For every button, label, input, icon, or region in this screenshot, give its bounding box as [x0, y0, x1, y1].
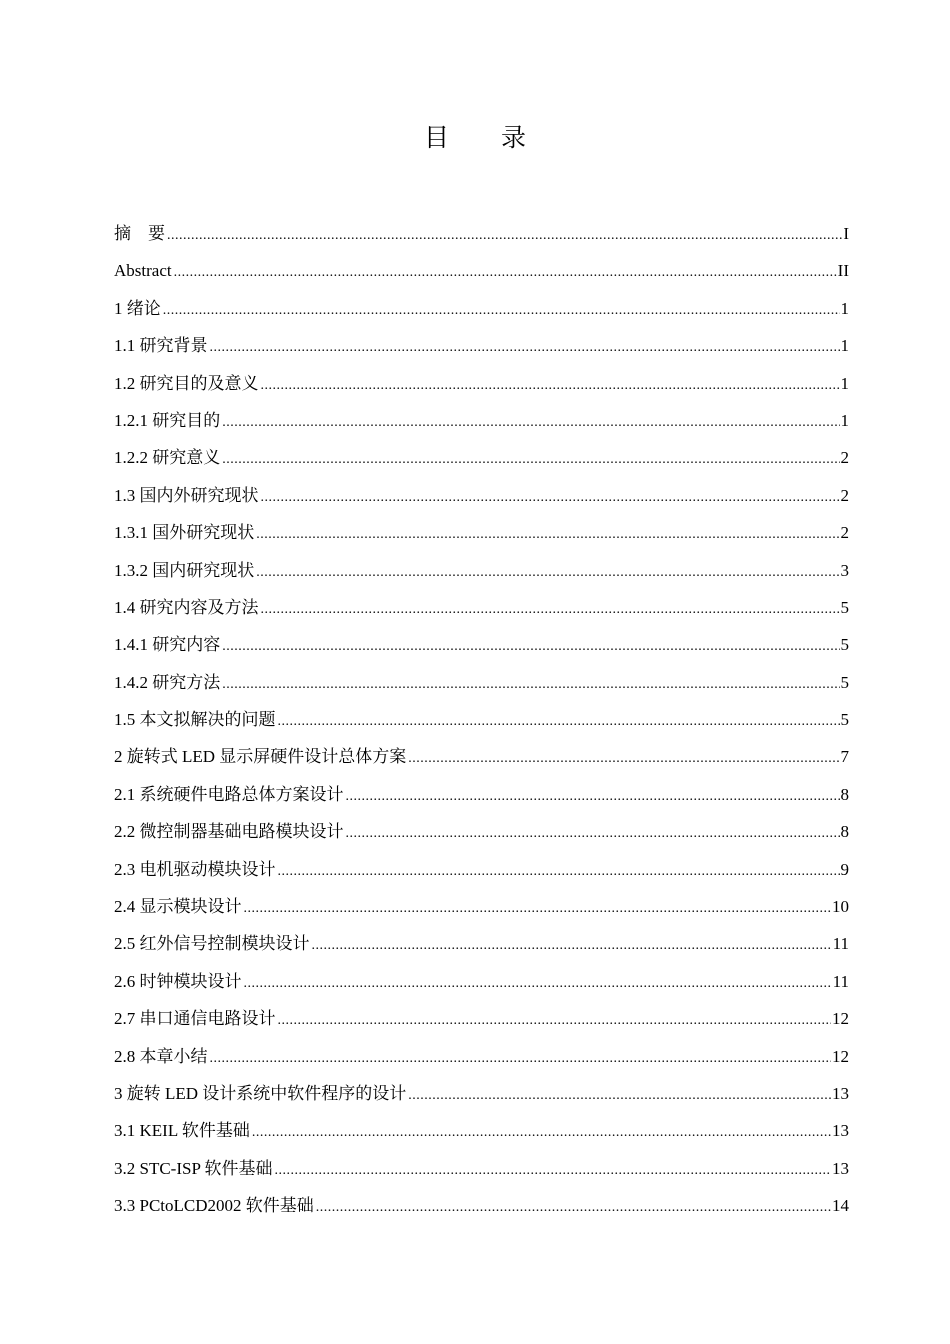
toc-dot-leader — [408, 1077, 831, 1114]
toc-entry-label: 2.6 时钟模块设计 — [114, 971, 242, 991]
toc-entry-label: 3 旋转 LED 设计系统中软件程序的设计 — [114, 1083, 407, 1103]
toc-dot-leader — [278, 703, 840, 740]
toc-dot-leader — [222, 404, 839, 441]
toc-entry-label: 1.3.2 国内研究现状 — [114, 560, 255, 580]
toc-entry-label: 1 绪论 — [114, 298, 161, 318]
toc-entry[interactable] — [114, 664, 849, 701]
toc-entry[interactable] — [114, 1075, 849, 1112]
toc-dot-leader — [346, 815, 840, 852]
toc-dot-leader — [316, 1189, 831, 1226]
toc-entry[interactable] — [114, 813, 849, 850]
toc-entry-label: 2.4 显示模块设计 — [114, 897, 242, 917]
toc-entry-page: 8 — [840, 784, 849, 804]
toc-entry[interactable] — [114, 552, 849, 589]
toc-dot-leader — [244, 965, 832, 1002]
toc-dot-leader — [312, 927, 832, 964]
toc-entry[interactable] — [114, 1038, 849, 1075]
toc-entry-page: 2 — [840, 448, 849, 468]
toc-entry-page: 11 — [832, 934, 849, 954]
toc-dot-leader — [222, 628, 839, 665]
toc-entry-label: 1.4 研究内容及方法 — [114, 597, 259, 617]
toc-entry[interactable] — [114, 851, 849, 888]
toc-entry-page: 13 — [832, 1083, 849, 1103]
toc-entry[interactable] — [114, 327, 849, 364]
toc-entry-page: 5 — [840, 597, 849, 617]
toc-entry[interactable] — [114, 1000, 849, 1037]
toc-entry-page: 3 — [840, 560, 849, 580]
toc-entry-page: 2 — [840, 523, 849, 543]
toc-entry-page: 1 — [840, 373, 849, 393]
toc-entry-label: 1.4.2 研究方法 — [114, 672, 221, 692]
toc-entry-page: 1 — [840, 298, 849, 318]
toc-entry[interactable] — [114, 589, 849, 626]
toc-entry-page: 5 — [840, 635, 849, 655]
toc-dot-leader — [210, 329, 840, 366]
toc-entry-label: 2.7 串口通信电路设计 — [114, 1009, 276, 1029]
toc-entry-label: 2.2 微控制器基础电路模块设计 — [114, 822, 344, 842]
toc-entry-label: 1.3.1 国外研究现状 — [114, 523, 255, 543]
toc-entry[interactable] — [114, 514, 849, 551]
toc-dot-leader — [252, 1114, 831, 1151]
toc-entry-label: 1.2.1 研究目的 — [114, 410, 221, 430]
toc-dot-leader — [222, 441, 839, 478]
toc-entry[interactable] — [114, 252, 849, 289]
toc-entry[interactable] — [114, 402, 849, 439]
toc-entry-label: 1.4.1 研究内容 — [114, 635, 221, 655]
toc-entry[interactable] — [114, 701, 849, 738]
toc-entry-page: 7 — [840, 747, 849, 767]
toc-entry[interactable] — [114, 776, 849, 813]
toc-entry-label: 2.3 电机驱动模块设计 — [114, 859, 276, 879]
toc-entry-page: 13 — [832, 1121, 849, 1141]
toc-entry[interactable] — [114, 963, 849, 1000]
toc-dot-leader — [256, 516, 839, 553]
toc-dot-leader — [163, 292, 840, 329]
toc-dot-leader — [167, 217, 842, 254]
toc-entry-page: 13 — [832, 1158, 849, 1178]
toc-entry-label: 1.2 研究目的及意义 — [114, 373, 259, 393]
toc-entry-page: 1 — [840, 410, 849, 430]
toc-dot-leader — [256, 554, 839, 591]
toc-list — [114, 215, 849, 1225]
toc-dot-leader — [275, 1152, 831, 1189]
toc-entry-label: 1.1 研究背景 — [114, 336, 208, 356]
toc-entry-label: 3.3 PCtoLCD2002 软件基础 — [114, 1196, 314, 1216]
toc-entry-page: 14 — [832, 1196, 849, 1216]
toc-dot-leader — [261, 367, 840, 404]
toc-entry[interactable] — [114, 1150, 849, 1187]
toc-dot-leader — [278, 853, 840, 890]
toc-entry-label: 摘 要 — [114, 224, 165, 243]
toc-entry-page: 10 — [832, 897, 849, 917]
toc-dot-leader — [210, 1040, 832, 1077]
toc-entry-label: 2.1 系统硬件电路总体方案设计 — [114, 784, 344, 804]
toc-dot-leader — [261, 591, 840, 628]
toc-entry-page: 5 — [840, 672, 849, 692]
toc-entry[interactable] — [114, 365, 849, 402]
toc-entry-label: Abstract — [114, 261, 172, 281]
toc-entry-page: 1 — [840, 336, 849, 356]
toc-entry-label: 1.5 本文拟解决的问题 — [114, 710, 276, 730]
toc-entry-page: 9 — [840, 859, 849, 879]
toc-entry[interactable] — [114, 925, 849, 962]
toc-entry[interactable] — [114, 1112, 849, 1149]
toc-entry[interactable] — [114, 626, 849, 663]
page-title: 目 录 — [424, 123, 548, 152]
toc-entry[interactable] — [114, 290, 849, 327]
toc-entry-page: 12 — [832, 1009, 849, 1029]
toc-dot-leader — [346, 778, 840, 815]
toc-dot-leader — [408, 740, 839, 777]
toc-entry-page: 8 — [840, 822, 849, 842]
toc-entry-page: 11 — [832, 971, 849, 991]
toc-entry-label: 2.8 本章小结 — [114, 1046, 208, 1066]
toc-dot-leader — [278, 1002, 832, 1039]
toc-entry[interactable] — [114, 477, 849, 514]
toc-entry[interactable] — [114, 1187, 849, 1224]
toc-entry-label: 3.2 STC-ISP 软件基础 — [114, 1158, 273, 1178]
toc-entry[interactable] — [114, 888, 849, 925]
toc-entry-page: II — [837, 261, 849, 281]
toc-entry-label: 1.3 国内外研究现状 — [114, 485, 259, 505]
toc-entry[interactable] — [114, 738, 849, 775]
toc-entry-label: 3.1 KEIL 软件基础 — [114, 1121, 250, 1141]
toc-dot-leader — [261, 479, 840, 516]
toc-dot-leader — [222, 666, 839, 703]
toc-dot-leader — [244, 890, 832, 927]
toc-entry-page: I — [843, 224, 849, 243]
toc-entry-label: 2.5 红外信号控制模块设计 — [114, 934, 310, 954]
toc-entry[interactable] — [114, 439, 849, 476]
toc-dot-leader — [174, 254, 837, 291]
toc-entry-label: 1.2.2 研究意义 — [114, 448, 221, 468]
toc-entry-page: 12 — [832, 1046, 849, 1066]
toc-entry[interactable] — [114, 215, 849, 252]
toc-entry-page: 2 — [840, 485, 849, 505]
toc-entry-label: 2 旋转式 LED 显示屏硬件设计总体方案 — [114, 747, 407, 767]
toc-entry-page: 5 — [840, 710, 849, 730]
